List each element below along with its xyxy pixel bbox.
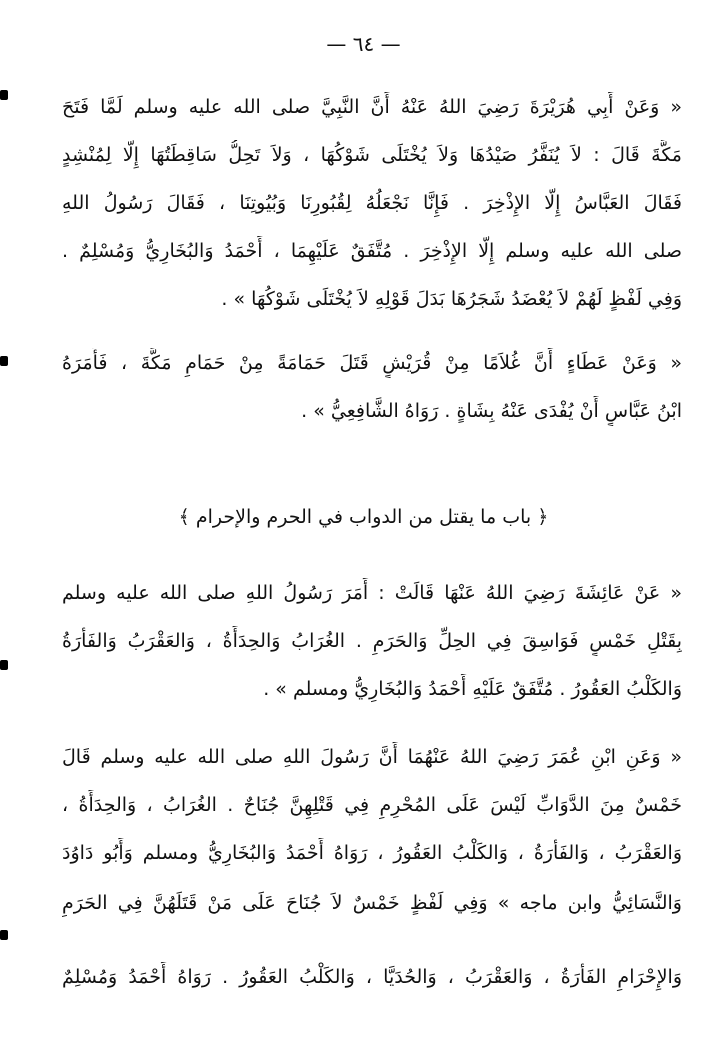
text-line: وَفِي لَفْظٍ لَهُمْ لاَ يُعْضَدُ شَجَرُهَا بَدَلَ قَوْلِهِ لاَ يُخْتَلَى شَوْكُهَا » .: [221, 288, 682, 310]
scan-mark: [0, 356, 8, 366]
page-number: — ٦٤ —: [326, 32, 401, 56]
chapter-heading-wrap: [0, 506, 727, 528]
text-line: « وَعَنِ ابْنِ عُمَرَ رَضِيَ اللهُ عَنْهُمَا أَنَّ رَسُولَ اللهِ صلى الله عليه وسلم قَالَ: [62, 746, 682, 768]
scan-mark: [0, 930, 8, 940]
text-line: « وَعَنْ عَطَاءٍ أَنَّ غُلاَمًا مِنْ قُرَيْشٍ قَتَلَ حَمَامَةً مِنْ حَمَامِ مَكَّةَ ، فَأَمَرَهُ: [62, 352, 682, 374]
text-line: وَالعَقْرَبُ ، وَالفَأْرَةُ ، وَالكَلْبُ العَقُورُ ، رَوَاهُ أَحْمَدُ وَالبُخَارِيُّ ومسلم وَأَبُو دَاوُدَ: [62, 842, 682, 864]
text-line: « عَنْ عَائِشَةَ رَضِيَ اللهُ عَنْهَا قَالَتْ : أَمَرَ رَسُولُ اللهِ صلى الله عليه وسلم: [62, 582, 682, 604]
text-line: مَكَّةَ قَالَ : لاَ يُنَفَّرُ صَيْدُهَا وَلاَ يُخْتَلَى شَوْكُهَا ، وَلاَ تَحِلُّ سَاقِطَتُهَا إِلَّا لِمُنْشِدٍ: [62, 144, 682, 166]
text-line: وَالكَلْبُ العَقُورُ . مُتَّفَقٌ عَلَيْهِ أَحْمَدُ وَالبُخَارِيُّ ومسلم » .: [263, 678, 682, 700]
text-line: وَالنَّسَائِيُّ وابن ماجه » وَفِي لَفْظٍ خَمْسٌ لاَ جُنَاحَ عَلَى مَنْ قَتَلَهُنَّ فِي الحَرَمِ: [62, 892, 682, 914]
text-line: بِقَتْلِ خَمْسٍ فَوَاسِقَ فِي الحِلِّ وَالحَرَمِ . الغُرَابُ وَالحِدَأَةُ ، وَالعَقْرَبُ وَالفَأْرَةُ: [62, 630, 682, 652]
scan-mark: [0, 660, 8, 670]
text-line: ابْنُ عَبَّاسٍ أَنْ يُفْدَى عَنْهُ بِشَاةٍ . رَوَاهُ الشَّافِعِيُّ » .: [301, 400, 682, 422]
text-line: صلى الله عليه وسلم إِلَّا الإِذْخِرَ . مُتَّفَقٌ عَلَيْهِمَا ، أَحْمَدُ وَالبُخَارِيُّ وَمُسْلِمٌ .: [62, 240, 682, 262]
text-line: « وَعَنْ أَبِي هُرَيْرَةَ رَضِيَ اللهُ عَنْهُ أَنَّ النَّبِيَّ صلى الله عليه وسلم لَمَّا فَتَحَ: [62, 96, 682, 118]
text-line: خَمْسٌ مِنَ الدَّوَابِّ لَيْسَ عَلَى المُحْرِمِ فِي قَتْلِهِنَّ جُنَاحٌ . الغُرَابُ ، وَالحِدَأَةُ ،: [62, 794, 682, 816]
scan-mark: [0, 90, 8, 100]
chapter-heading: ﴿ باب ما يقتل من الدواب في الحرم والإحرام ﴾: [178, 506, 549, 528]
text-line: وَالإِحْرَامِ الفَأْرَةُ ، وَالعَقْرَبُ ، وَالحُدَيَّا ، وَالكَلْبُ العَقُورُ . رَوَاهُ أَحْمَدُ وَمُسْلِمٌ: [62, 966, 682, 988]
text-line: فَقَالَ العَبَّاسُ إِلَّا الإِذْخِرَ . فَإِنَّا نَجْعَلُهُ لِقُبُورِنَا وَبُيُوتِنَا ، فَقَالَ رَسُولُ اللهِ: [62, 192, 682, 214]
